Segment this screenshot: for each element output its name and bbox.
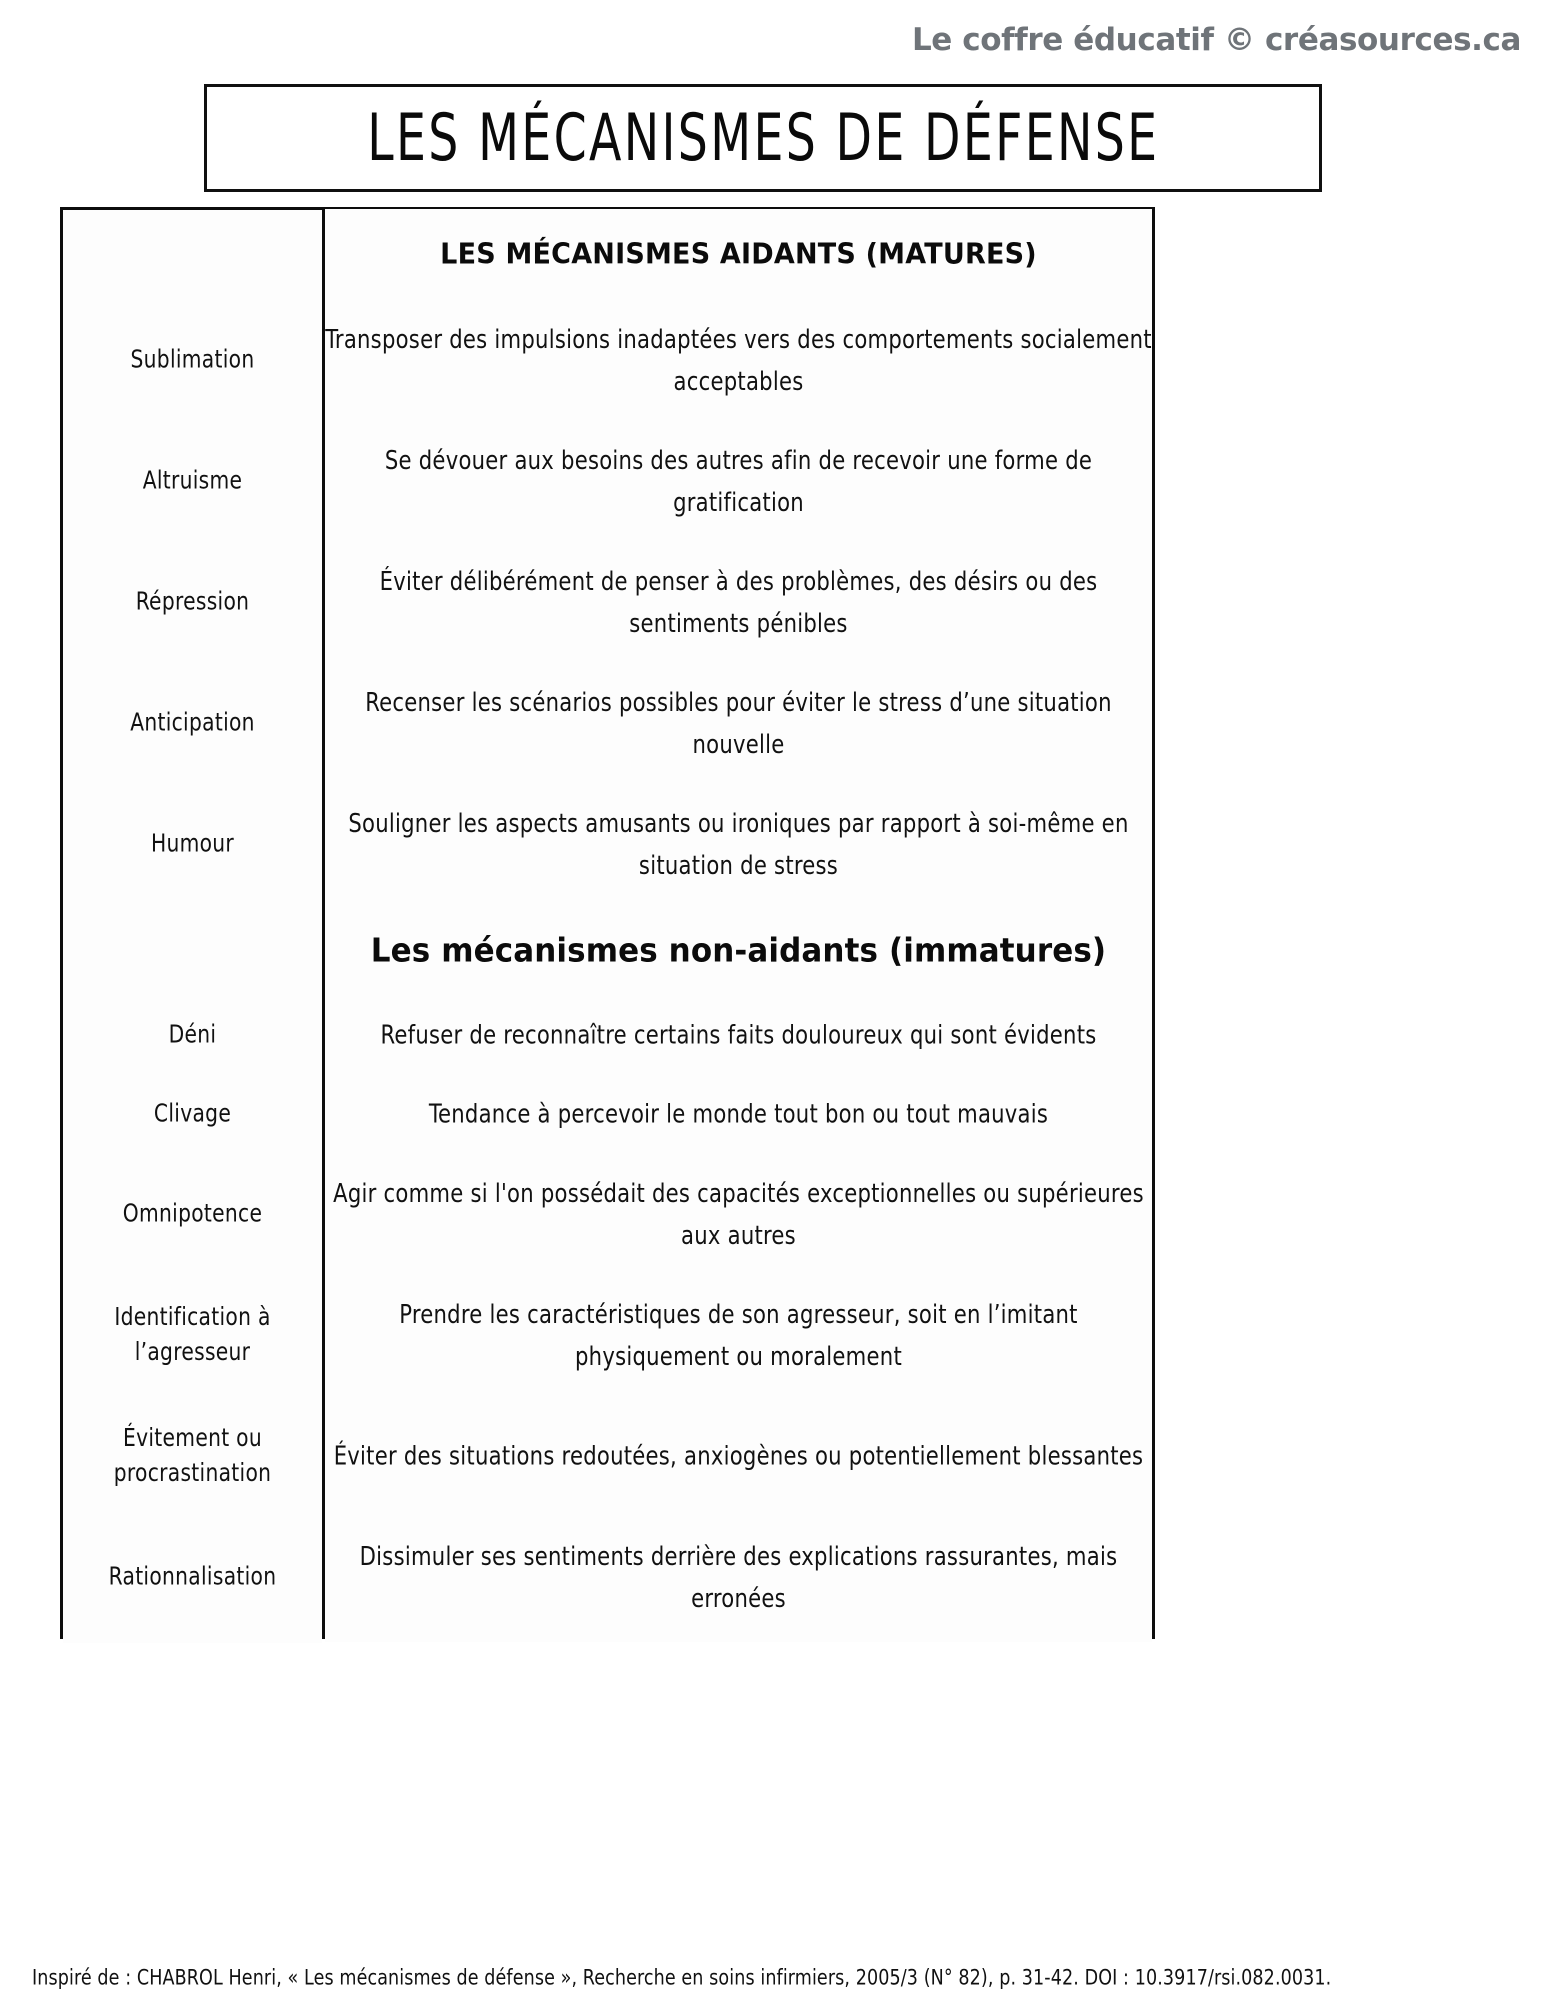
- mechanism-name: Déni: [62, 992, 324, 1079]
- table-body: [62, 209, 1154, 1638]
- mechanism-name: Humour: [62, 777, 324, 910]
- table-row: [62, 1396, 1154, 1517]
- defense-mechanisms-table: [60, 207, 1155, 1639]
- mechanism-description: Prendre les caractéristiques de son agresseur, soit en l’imitant physiquement ou moralement: [324, 1270, 1154, 1401]
- section-header-row-matures: [62, 209, 1154, 300]
- table-row: [62, 1275, 1154, 1396]
- mechanism-description: Tendance à percevoir le monde tout bon ou tout mauvais: [324, 1071, 1154, 1156]
- section-header-row-immatures: [62, 905, 1154, 996]
- title-box: [204, 84, 1322, 192]
- mechanism-description: Agir comme si l'on possédait des capacités exceptionnelles ou supérieures aux autres: [324, 1149, 1154, 1280]
- table-row: [62, 542, 1154, 663]
- mechanism-name: Sublimation: [62, 293, 324, 426]
- section-header-spacer: [62, 905, 324, 996]
- mechanism-description: Dissimuler ses sentiments derrière des explications rassurantes, mais erronées: [324, 1512, 1154, 1643]
- table-row: [62, 1517, 1154, 1638]
- mechanism-description: Souligner les aspects amusants ou ironiques par rapport à soi-même en situation de stress: [324, 779, 1154, 910]
- table-row: [62, 1075, 1154, 1154]
- mechanism-description: Se dévouer aux besoins des autres afin de recevoir une forme de gratification: [324, 416, 1154, 547]
- page-title: LES MÉCANISMES DE DÉFENSE: [366, 100, 1160, 176]
- mechanism-name: Répression: [62, 535, 324, 668]
- mechanism-name: Clivage: [62, 1071, 324, 1158]
- table-row: [62, 784, 1154, 905]
- mechanism-name: Altruisme: [62, 414, 324, 547]
- mechanism-name: Anticipation: [62, 656, 324, 789]
- mechanism-description: Éviter délibérément de penser à des problèmes, des désirs ou des sentiments pénibles: [324, 537, 1154, 668]
- table-row: [62, 1154, 1154, 1275]
- mechanism-description: Recenser les scénarios possibles pour éviter le stress d’une situation nouvelle: [324, 658, 1154, 789]
- mechanism-description: Transposer des impulsions inadaptées vers des comportements socialement acceptables: [324, 295, 1154, 426]
- mechanism-name: Omnipotence: [62, 1147, 324, 1280]
- mechanism-description: Refuser de reconnaître certains faits douloureux qui sont évidents: [324, 992, 1154, 1077]
- section-header-label-matures: LES MÉCANISMES AIDANTS (MATURES): [324, 206, 1154, 302]
- mechanism-name: Évitement ou procrastination: [62, 1389, 324, 1522]
- table-row: [62, 996, 1154, 1075]
- source-citation: Inspiré de : CHABROL Henri, « Les mécanismes de défense », Recherche en soins infirmiers, 2005/3 (N° 82), p. 31-42. DOI : 10.3917/rsi.082.0031.: [32, 1965, 1332, 1990]
- section-header-spacer: [62, 209, 324, 300]
- brand-watermark: Le coffre éducatif © créasources.ca: [911, 22, 1521, 58]
- section-header-label-immatures: Les mécanismes non-aidants (immatures): [324, 902, 1154, 998]
- table-row: [62, 300, 1154, 421]
- mechanism-name: Identification à l’agresseur: [62, 1268, 324, 1401]
- mechanism-description: Éviter des situations redoutées, anxiogènes ou potentiellement blessantes: [324, 1391, 1154, 1522]
- table-row: [62, 663, 1154, 784]
- table-row: [62, 421, 1154, 542]
- mechanism-name: Rationnalisation: [62, 1510, 324, 1643]
